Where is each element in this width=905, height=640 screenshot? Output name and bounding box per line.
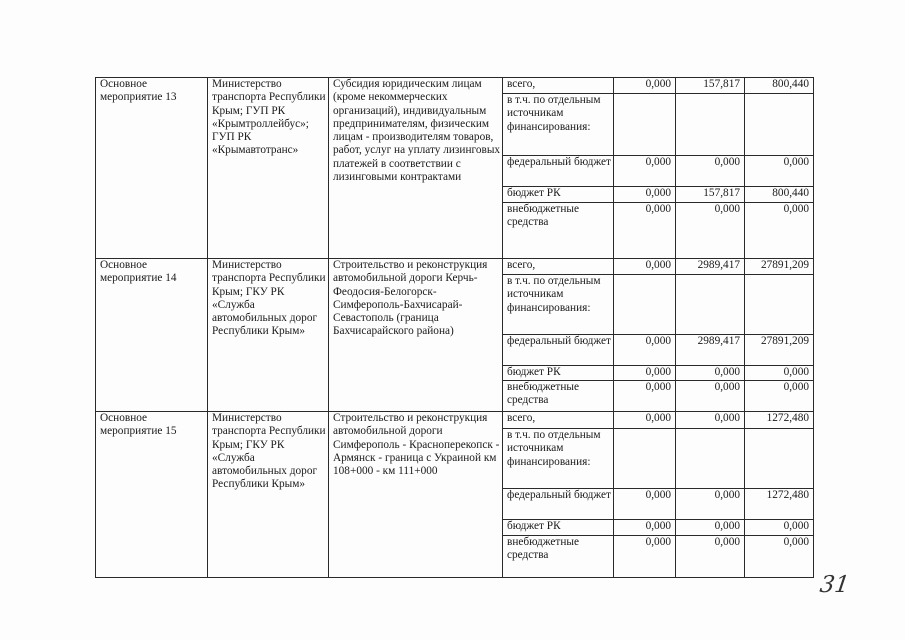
value-cell: 0,000 <box>745 366 814 381</box>
value-cell: 0,000 <box>614 156 676 187</box>
value-cell: 0,000 <box>614 335 676 366</box>
value-cell: 800,440 <box>745 78 814 94</box>
value-cell: 27891,209 <box>745 335 814 366</box>
value-cell: 1272,480 <box>745 412 814 429</box>
source-cell: в т.ч. по отдельным источникам финансирования: <box>503 94 614 156</box>
executor-cell: Министерство транспорта Республики Крым; ГКУ РК «Служба автомобильных дорог Республики Крым» <box>208 412 329 578</box>
source-cell: внебюджетные средства <box>503 536 614 578</box>
value-cell: 0,000 <box>614 520 676 536</box>
value-cell <box>676 275 745 335</box>
value-cell <box>614 94 676 156</box>
value-cell: 0,000 <box>676 489 745 520</box>
value-cell: 0,000 <box>614 412 676 429</box>
source-cell: в т.ч. по отдельным источникам финансирования: <box>503 429 614 489</box>
value-cell: 0,000 <box>614 259 676 275</box>
value-cell <box>745 275 814 335</box>
value-cell: 0,000 <box>614 489 676 520</box>
value-cell: 0,000 <box>745 520 814 536</box>
value-cell: 800,440 <box>745 187 814 203</box>
value-cell: 0,000 <box>745 381 814 412</box>
value-cell: 2989,417 <box>676 335 745 366</box>
page-number: 31 <box>818 572 852 598</box>
table-row <box>96 78 814 94</box>
value-cell <box>676 94 745 156</box>
value-cell <box>676 429 745 489</box>
value-cell: 0,000 <box>745 536 814 578</box>
value-cell: 0,000 <box>614 381 676 412</box>
source-cell: бюджет РК <box>503 187 614 203</box>
value-cell: 0,000 <box>745 203 814 259</box>
measure-cell: Основное мероприятие 15 <box>96 412 208 578</box>
source-cell: федеральный бюджет <box>503 489 614 520</box>
source-cell: федеральный бюджет <box>503 335 614 366</box>
source-cell: всего, <box>503 78 614 94</box>
value-cell: 157,817 <box>676 78 745 94</box>
value-cell: 0,000 <box>676 366 745 381</box>
table-row <box>96 259 814 275</box>
value-cell: 2989,417 <box>676 259 745 275</box>
source-cell: бюджет РК <box>503 366 614 381</box>
value-cell: 0,000 <box>614 536 676 578</box>
value-cell: 0,000 <box>676 520 745 536</box>
table-row <box>96 412 814 429</box>
value-cell: 0,000 <box>676 381 745 412</box>
description-cell: Субсидия юридическим лицам (кроме некоммерческих организаций), индивидуальным предпринимателям, физическим лицам - производителям товаров, работ, услуг на уплату лизинговых платежей в соответствии с лизинговыми контрактами <box>329 78 503 259</box>
financing-table <box>95 77 814 578</box>
value-cell <box>614 429 676 489</box>
value-cell: 0,000 <box>614 78 676 94</box>
source-cell: внебюджетные средства <box>503 203 614 259</box>
source-cell: всего, <box>503 259 614 275</box>
value-cell: 0,000 <box>614 187 676 203</box>
value-cell: 27891,209 <box>745 259 814 275</box>
executor-cell: Министерство транспорта Республики Крым; ГУП РК «Крымтроллейбус»; ГУП РК «Крымавтотранс» <box>208 78 329 259</box>
source-cell: федеральный бюджет <box>503 156 614 187</box>
value-cell <box>745 429 814 489</box>
description-cell: Строительство и реконструкция автомобильной дороги Симферополь - Красноперекопск - Армянск - граница с Украиной км 108+000 - км 111+000 <box>329 412 503 578</box>
description-cell: Строительство и реконструкция автомобильной дороги Керчь-Феодосия-Белогорск-Симферополь-Бахчисарай-Севастополь (граница Бахчисарайского района) <box>329 259 503 412</box>
value-cell: 0,000 <box>676 203 745 259</box>
source-cell: в т.ч. по отдельным источникам финансирования: <box>503 275 614 335</box>
source-cell: внебюджетные средства <box>503 381 614 412</box>
measure-cell: Основное мероприятие 13 <box>96 78 208 259</box>
value-cell: 0,000 <box>676 536 745 578</box>
source-cell: бюджет РК <box>503 520 614 536</box>
source-cell: всего, <box>503 412 614 429</box>
value-cell <box>614 275 676 335</box>
value-cell: 0,000 <box>676 412 745 429</box>
value-cell <box>745 94 814 156</box>
value-cell: 0,000 <box>614 203 676 259</box>
value-cell: 1272,480 <box>745 489 814 520</box>
table-body <box>96 78 814 578</box>
executor-cell: Министерство транспорта Республики Крым; ГКУ РК «Служба автомобильных дорог Республики Крым» <box>208 259 329 412</box>
value-cell: 0,000 <box>745 156 814 187</box>
value-cell: 0,000 <box>676 156 745 187</box>
measure-cell: Основное мероприятие 14 <box>96 259 208 412</box>
value-cell: 157,817 <box>676 187 745 203</box>
value-cell: 0,000 <box>614 366 676 381</box>
